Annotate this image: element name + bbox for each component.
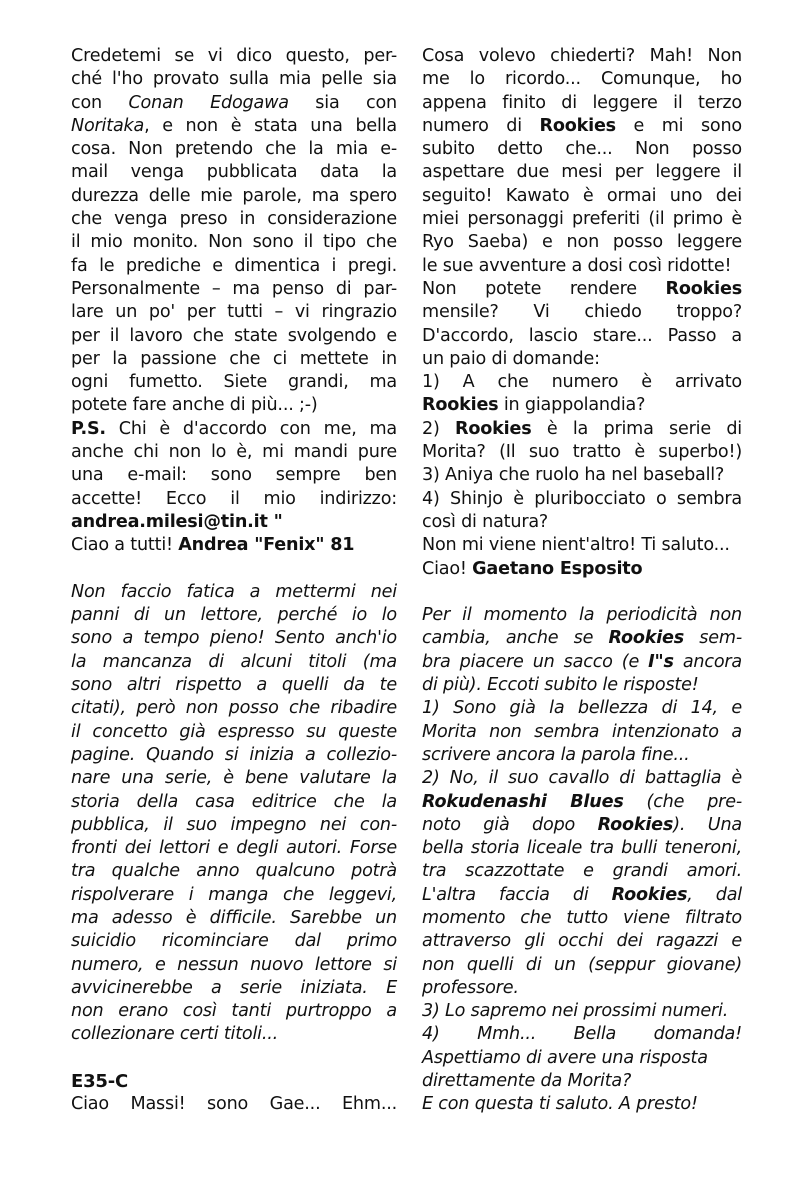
bold-text: Rookies — [611, 884, 688, 905]
text-line — [422, 1093, 742, 1116]
text-line — [422, 767, 742, 790]
bold-text: Rokudenashi Blues — [422, 791, 624, 812]
text-segment: fronti dei lettori e degli autori. Forse — [71, 838, 397, 859]
editor-reply-andrea — [71, 581, 397, 1047]
text-line — [422, 325, 742, 348]
text-segment: storia della casa editrice che la — [71, 791, 397, 812]
text-segment: appena finito di leggere il terzo — [422, 92, 742, 113]
text-line — [422, 907, 742, 930]
text-segment: Aspettiamo di avere una risposta — [422, 1047, 708, 1068]
text-segment: Ciao Massi! sono Gae... Ehm... — [71, 1094, 397, 1115]
bold-text: I"s — [648, 651, 674, 672]
text-segment: , e non è stata una bella — [144, 115, 397, 136]
text-segment: Credetemi se vi dico questo, per- — [71, 46, 397, 66]
text-line — [422, 930, 742, 953]
text-segment: aspettare due mesi per leggere il — [422, 162, 742, 183]
text-segment: Non faccio fatica a mettermi nei — [71, 581, 397, 602]
text-line — [422, 744, 742, 767]
text-line — [71, 68, 397, 91]
text-line — [71, 674, 397, 697]
text-line — [422, 511, 742, 534]
text-line — [71, 791, 397, 814]
text-line — [422, 231, 742, 254]
text-segment: le sue avventure a dosi così ridotte! — [422, 255, 732, 276]
text-line — [422, 837, 742, 860]
text-segment: 2) — [422, 418, 456, 439]
text-segment: avvicinerebbe a serie iniziata. E — [71, 977, 397, 998]
text-line — [71, 930, 397, 953]
text-segment: ma adesso è difficile. Sarebbe un — [71, 907, 397, 928]
text-line — [422, 558, 742, 581]
text-line — [422, 371, 742, 394]
text-segment: 4) Mmh... Bella domanda! — [422, 1024, 742, 1045]
text-segment: mensile? Vi chiedo troppo? — [422, 302, 742, 323]
text-segment: la mancanza di alcuni titoli (ma — [71, 651, 397, 672]
text-line — [71, 767, 397, 790]
text-segment: 3) Aniya che ruolo ha nel baseball? — [422, 465, 725, 486]
left-column — [71, 45, 397, 1117]
editor-reply-gaetano — [422, 604, 742, 1117]
bold-text: P.S. — [71, 418, 106, 439]
text-segment: cosa. Non pretendo che la mia e- — [71, 139, 397, 160]
text-line — [71, 278, 397, 301]
text-segment: Ciao! — [422, 558, 473, 579]
text-line — [71, 208, 397, 231]
italic-text: Noritaka — [71, 115, 145, 136]
text-segment: ancora — [673, 651, 742, 672]
text-line — [71, 115, 397, 138]
text-segment: miei personaggi preferiti (il primo è — [422, 209, 742, 230]
text-line — [422, 1023, 742, 1046]
text-line — [422, 814, 742, 837]
bold-text: Gaetano Esposito — [472, 558, 643, 579]
text-line — [422, 418, 742, 441]
text-line — [422, 45, 742, 68]
text-line — [71, 604, 397, 627]
text-line — [422, 68, 742, 91]
text-segment: nare una serie, è bene valutare la — [71, 768, 397, 789]
bold-text: Andrea "Fenix" 81 — [178, 535, 355, 556]
text-segment: Chi è d'accordo con me, ma — [105, 418, 397, 439]
text-line — [71, 418, 397, 441]
text-line — [71, 488, 397, 511]
text-line — [71, 977, 397, 1000]
text-segment: potete fare anche di più... ;-) — [71, 395, 318, 416]
text-segment: durezza delle mie parole, ma spero — [71, 185, 397, 206]
text-segment: collezionare certi titoli... — [71, 1024, 279, 1045]
text-line — [422, 488, 742, 511]
text-line — [71, 884, 397, 907]
text-line — [71, 697, 397, 720]
text-line — [71, 1023, 397, 1046]
text-line — [422, 441, 742, 464]
text-segment: citati), però non posso che ribadire — [71, 698, 397, 719]
text-line — [71, 744, 397, 767]
bold-text: Rookies — [539, 115, 616, 136]
reader-letter-andrea — [71, 45, 397, 558]
bold-text: Rookies — [422, 395, 499, 416]
text-segment: bra piacere un sacco (e — [422, 651, 649, 672]
text-segment: pubblica, il suo impegno nei con- — [71, 814, 397, 835]
text-line — [71, 325, 397, 348]
text-segment: 3) Lo sapremo nei prossimi numeri. — [422, 1001, 729, 1022]
text-segment: momento che tutto viene filtrato — [422, 907, 742, 928]
text-segment: numero, e nessun nuovo lettore si — [71, 954, 397, 975]
text-segment: rispolverare i manga che leggevi, — [71, 884, 397, 905]
text-line — [71, 185, 397, 208]
text-segment: sem- — [684, 628, 742, 649]
text-segment: un paio di domande: — [422, 348, 600, 369]
text-line — [422, 627, 742, 650]
text-segment: fa le prediche e dimentica i pregi. — [71, 255, 397, 276]
text-line — [422, 138, 742, 161]
text-line — [71, 721, 397, 744]
text-segment: tra scazzottate e grandi amori. — [422, 861, 742, 882]
text-line — [422, 301, 742, 324]
letter-heading-e35c: E35-C — [71, 1071, 129, 1093]
text-line — [422, 954, 742, 977]
text-segment: 1) A che numero è arrivato — [422, 372, 742, 393]
text-line — [71, 954, 397, 977]
text-segment: suicidio ricominciare dal primo — [71, 931, 397, 952]
text-line — [422, 1000, 742, 1023]
text-line — [71, 371, 397, 394]
text-line — [422, 348, 742, 371]
text-line — [71, 651, 397, 674]
text-segment: sono a tempo pieno! Sento anch'io — [71, 628, 397, 649]
text-segment: (che pre- — [623, 791, 742, 812]
text-line — [71, 1000, 397, 1023]
italic-text: Conan Edogawa — [128, 92, 289, 113]
text-line — [422, 464, 742, 487]
text-line — [422, 674, 742, 697]
text-segment: ché l'ho provato sulla mia pelle sia — [71, 69, 397, 90]
text-segment: non quelli di un (seppur giovane) — [422, 954, 742, 975]
text-segment: noto già dopo — [422, 814, 598, 835]
text-line — [422, 721, 742, 744]
text-line — [422, 1070, 742, 1093]
text-segment: di più). Eccoti subito le risposte! — [422, 675, 699, 696]
text-segment: Morita non sembra intenzionato a — [422, 721, 742, 742]
text-segment: Cosa volevo chiederti? Mah! Non — [422, 46, 742, 66]
text-segment: lare un po' per tutti – vi ringrazio — [71, 302, 397, 323]
text-segment: me lo ricordo... Comunque, ho — [422, 69, 742, 90]
text-segment: Personalmente – ma penso di par- — [71, 278, 397, 299]
text-segment: pagine. Quando si inizia a collezio- — [71, 744, 397, 765]
text-segment: cambia, anche se — [422, 628, 609, 649]
text-line — [71, 627, 397, 650]
text-segment: numero di — [422, 115, 540, 136]
text-line — [71, 255, 397, 278]
text-segment: Per il momento la periodicità non — [422, 605, 742, 626]
text-line — [422, 185, 742, 208]
reader-letter-gaetano-start — [71, 1093, 397, 1116]
text-segment: bella storia liceale tra bulli teneroni, — [422, 838, 742, 859]
reader-letter-gaetano — [422, 45, 742, 581]
text-segment: non erano così tanti purtroppo a — [71, 1001, 397, 1022]
text-segment: il mio monito. Non sono il tipo che — [71, 232, 397, 253]
text-segment: sono altri rispetto a quelli da te — [71, 675, 397, 696]
text-segment: D'accordo, lascio stare... Passo a — [422, 325, 742, 346]
text-line — [422, 1047, 742, 1070]
text-line — [422, 884, 742, 907]
bold-text: Rookies — [608, 628, 685, 649]
text-segment: E con questa ti saluto. A presto! — [422, 1094, 698, 1115]
text-segment: mail venga pubblicata data la — [71, 162, 397, 183]
text-segment: professore. — [422, 977, 519, 998]
text-segment: è la prima serie di — [531, 418, 742, 439]
text-line — [71, 464, 397, 487]
text-line — [71, 394, 397, 417]
text-line — [422, 92, 742, 115]
text-segment: Ryo Saeba) e non posso leggere — [422, 232, 742, 253]
text-line — [422, 255, 742, 278]
text-line — [71, 860, 397, 883]
text-line — [422, 161, 742, 184]
text-line — [71, 1093, 397, 1116]
text-line — [71, 534, 397, 557]
text-segment: una e-mail: sono sempre ben — [71, 465, 397, 486]
text-segment: attraverso gli occhi dei ragazzi e — [422, 931, 742, 952]
text-line — [422, 860, 742, 883]
text-segment: Ciao a tutti! — [71, 535, 179, 556]
text-line — [71, 45, 397, 68]
text-segment: Non potete rendere — [422, 278, 666, 299]
bold-text: andrea.milesi@tin.it " — [71, 511, 283, 532]
text-segment: seguito! Kawato è ormai uno dei — [422, 185, 742, 206]
text-segment: Morita? (Il suo tratto è superbo!) — [422, 442, 742, 463]
text-line — [422, 208, 742, 231]
text-line — [422, 791, 742, 814]
text-segment: che venga preso in considerazione — [71, 209, 397, 230]
text-segment: per la passione che ci mettete in — [71, 348, 397, 369]
text-line — [422, 394, 742, 417]
text-line — [71, 231, 397, 254]
text-line — [422, 278, 742, 301]
right-column — [422, 45, 742, 1117]
text-segment: , dal — [687, 884, 742, 905]
text-segment: anche chi non lo è, mi mandi pure — [71, 442, 397, 463]
text-line — [71, 161, 397, 184]
text-segment: subito detto che... Non posso — [422, 139, 742, 160]
text-line — [422, 604, 742, 627]
text-line — [422, 651, 742, 674]
text-line — [71, 301, 397, 324]
text-segment: L'altra faccia di — [422, 884, 612, 905]
text-segment: direttamente da Morita? — [422, 1071, 632, 1092]
text-segment: 4) Shinjo è pluribocciato o sembra — [422, 488, 742, 509]
text-segment: ogni fumetto. Siete grandi, ma — [71, 372, 397, 393]
text-line — [422, 697, 742, 720]
text-line — [422, 115, 742, 138]
text-segment: tra qualche anno qualcuno potrà — [71, 861, 397, 882]
text-line — [71, 138, 397, 161]
text-segment: per il lavoro che state svolgendo e — [71, 325, 397, 346]
text-segment: ). Una — [673, 814, 742, 835]
text-segment: accette! Ecco il mio indirizzo: — [71, 488, 397, 509]
text-line — [71, 837, 397, 860]
bold-text: Rookies — [597, 814, 674, 835]
text-segment: scrivere ancora la parola fine... — [422, 744, 690, 765]
text-segment: 1) Sono già la bellezza di 14, e — [422, 698, 742, 719]
text-line — [422, 977, 742, 1000]
text-line — [422, 534, 742, 557]
text-line — [71, 581, 397, 604]
text-segment: con — [71, 92, 129, 113]
text-line — [71, 814, 397, 837]
text-segment: e mi sono — [615, 115, 742, 136]
text-segment: sia con — [288, 92, 398, 113]
text-line — [71, 907, 397, 930]
text-segment: così di natura? — [422, 511, 549, 532]
text-line — [71, 92, 397, 115]
text-segment: panni di un lettore, perché io lo — [71, 605, 397, 626]
text-segment: il concetto già espresso su queste — [71, 721, 397, 742]
text-line — [71, 511, 397, 534]
text-segment: Non mi viene nient'altro! Ti saluto... — [422, 535, 730, 556]
text-segment: 2) No, il suo cavallo di battaglia è — [422, 768, 742, 789]
text-segment: in giappolandia? — [498, 395, 646, 416]
text-line — [71, 441, 397, 464]
text-line — [71, 348, 397, 371]
bold-text: Rookies — [455, 418, 532, 439]
bold-text: Rookies — [665, 278, 742, 299]
